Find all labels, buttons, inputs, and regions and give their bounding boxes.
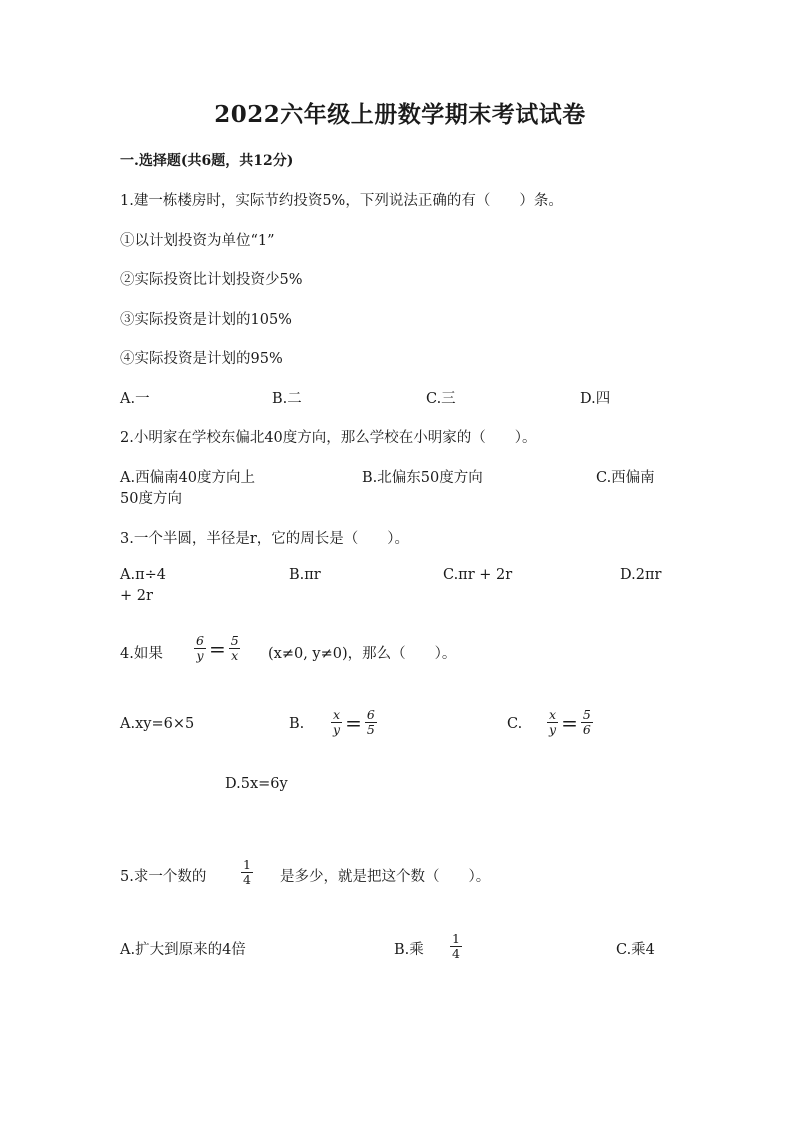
q4-option-b-equation: $\frac{x}{y}$ = $\frac{6}{5}$ bbox=[333, 707, 375, 737]
q3-option-d-wrap: + 2r bbox=[120, 588, 153, 604]
q1-option-d: D.四 bbox=[580, 391, 611, 407]
q1-option-a: A.一 bbox=[120, 391, 150, 407]
q5-option-b-label: B.乘 bbox=[394, 942, 424, 958]
q1-option-b: B.二 bbox=[272, 391, 302, 407]
q1-statement-3: ③实际投资是计划的105% bbox=[120, 312, 292, 328]
q2-option-c-wrap: 50度方向 bbox=[120, 491, 182, 507]
q4-fraction-left: $\frac{6}{y}$ bbox=[196, 633, 204, 663]
q3-option-b: B.πr bbox=[289, 567, 321, 583]
q1-statement-1: ①以计划投资为单位“1” bbox=[120, 233, 275, 249]
q5-option-c: C.乘4 bbox=[616, 942, 655, 958]
q4-option-d: D.5x=6y bbox=[225, 776, 288, 792]
q4-option-c-label: C. bbox=[507, 716, 523, 732]
q2-option-b: B.北偏东50度方向 bbox=[362, 470, 483, 486]
q4-option-a: A.xy=6×5 bbox=[120, 716, 195, 732]
q5-option-b-fraction: $\frac{1}{4}$ bbox=[452, 931, 460, 961]
q4-fraction-right: $\frac{5}{x}$ bbox=[230, 633, 239, 663]
q1-stem: 1.建一栋楼房时，实际节约投资5%，下列说法正确的有（ ）条。 bbox=[120, 193, 563, 209]
section-heading: 一.选择题(共6题，共12分) bbox=[120, 153, 294, 169]
q4-prefix: 4.如果 bbox=[120, 646, 163, 662]
q4-option-c-equation: $\frac{x}{y}$ = $\frac{5}{6}$ bbox=[549, 707, 591, 737]
q5-prefix: 5.求一个数的 bbox=[120, 869, 207, 885]
q4-condition: (x≠0, y≠0)，那么（ ）。 bbox=[268, 646, 457, 662]
q3-option-d: D.2πr bbox=[620, 567, 662, 583]
q1-option-c: C.三 bbox=[426, 391, 456, 407]
q5-option-a: A.扩大到原来的4倍 bbox=[120, 942, 246, 958]
q5-fraction: $\frac{1}{4}$ bbox=[243, 857, 251, 887]
q5-suffix: 是多少，就是把这个数（ ）。 bbox=[280, 869, 491, 885]
q2-option-c: C.西偏南 bbox=[596, 470, 655, 486]
q1-statement-2: ②实际投资比计划投资少5% bbox=[120, 272, 303, 288]
q2-option-a: A.西偏南40度方向上 bbox=[120, 470, 256, 486]
q2-stem: 2.小明家在学校东偏北40度方向，那么学校在小明家的（ ）。 bbox=[120, 430, 537, 446]
q4-equation bbox=[194, 634, 241, 663]
q3-stem: 3.一个半圆，半径是r，它的周长是（ ）。 bbox=[120, 531, 410, 547]
equals-sign: = bbox=[208, 636, 226, 661]
q1-statement-4: ④实际投资是计划的95% bbox=[120, 351, 283, 367]
q3-option-a: A.π÷4 bbox=[120, 567, 166, 583]
page-title: 2022六年级上册数学期末考试试卷 bbox=[214, 101, 586, 128]
q4-option-b-label: B. bbox=[289, 716, 305, 732]
q3-option-c: C.πr + 2r bbox=[443, 567, 513, 583]
